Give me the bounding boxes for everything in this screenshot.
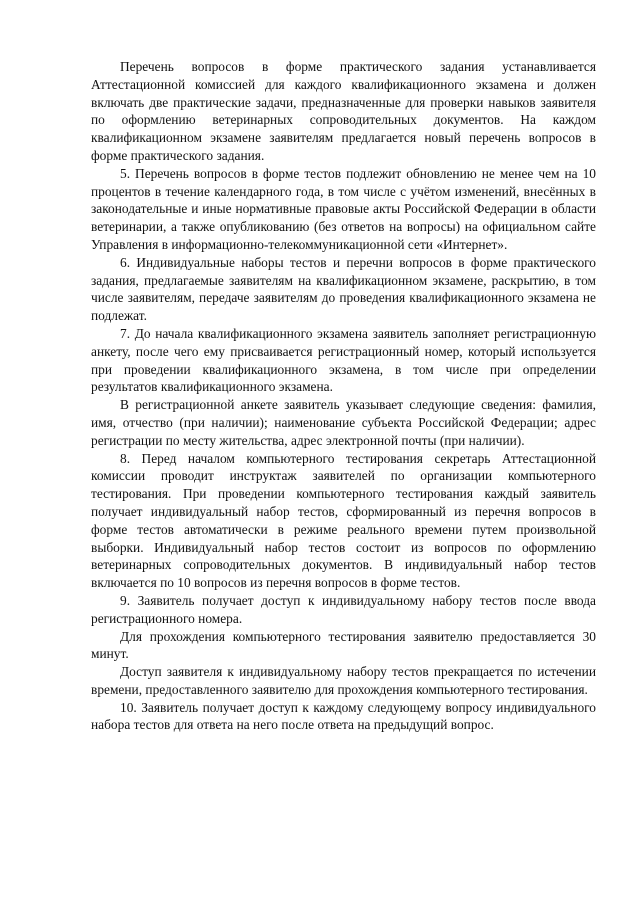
paragraph-time-limit: Для прохождения компьютерного тестирования заявителю предоставляется 30 минут. — [91, 628, 596, 662]
paragraph-7-registration: 7. До начала квалификационного экзамена заявитель заполняет регистрационную анкету, после чего ему присваивается регистрационный номер, который используется при проведении квалификационного экзамена, в том числе при определении результатов квалификационного экзамена. — [91, 325, 596, 395]
paragraph-5-test-update: 5. Перечень вопросов в форме тестов подлежит обновлению не менее чем на 10 процентов в течение календарного года, в том числе с учётом изменений, внесённых в законодательные и иные нормативные правовые акты Российской Федерации в области ветеринарии, а также опубликованию (без ответов на вопросы) на официальном сайте Управления в информационно-телекоммуникационной сети «Интернет». — [91, 165, 596, 252]
paragraph-6-confidentiality: 6. Индивидуальные наборы тестов и перечни вопросов в форме практического задания, предлагаемые заявителям на квалификационном экзамене, раскрытию, в том числе заявителям, передаче заявителям до проведения квалификационного экзамена не подлежат. — [91, 254, 596, 324]
document-page — [91, 58, 596, 734]
paragraph-10-sequential-questions: 10. Заявитель получает доступ к каждому следующему вопросу индивидуального набора тестов для ответа на него после ответа на предыдущий вопрос. — [91, 699, 596, 733]
paragraph-practical-task-list: Перечень вопросов в форме практического задания устанавливается Аттестационной комиссией для каждого квалификационного экзамена и должен включать две практические задачи, предназначенные для проверки навыков заявителя по оформлению ветеринарных сопроводительных документов. На каждом квалификационном экзамене заявителям предлагается новый перечень вопросов в форме практического задания. — [91, 59, 596, 163]
paragraph-registration-form-fields: В регистрационной анкете заявитель указывает следующие сведения: фамилия, имя, отчество (при наличии); наименование субъекта Российской Федерации; адрес регистрации по месту жительства, адрес электронной почты (при наличии). — [91, 397, 596, 448]
paragraph-9-test-access: 9. Заявитель получает доступ к индивидуальному набору тестов после ввода регистрационного номера. — [91, 592, 596, 626]
paragraph-8-testing-procedure: 8. Перед началом компьютерного тестирования секретарь Аттестационной комиссии проводит инструктаж заявителей по организации компьютерного тестирования. При проведении компьютерного тестирования каждый заявитель получает индивидуальный набор тестов, сформированный из перечня вопросов в форме тестов автоматически в режиме реального времени путем произвольной выборки. Индивидуальный набор тестов состоит из вопросов по оформлению ветеринарных сопроводительных документов. В индивидуальный набор тестов включается по 10 вопросов из перечня вопросов в форме тестов. — [91, 450, 596, 591]
paragraph-access-termination: Доступ заявителя к индивидуальному набору тестов прекращается по истечении времени, предоставленного заявителю для прохождения компьютерного тестирования. — [91, 664, 596, 697]
